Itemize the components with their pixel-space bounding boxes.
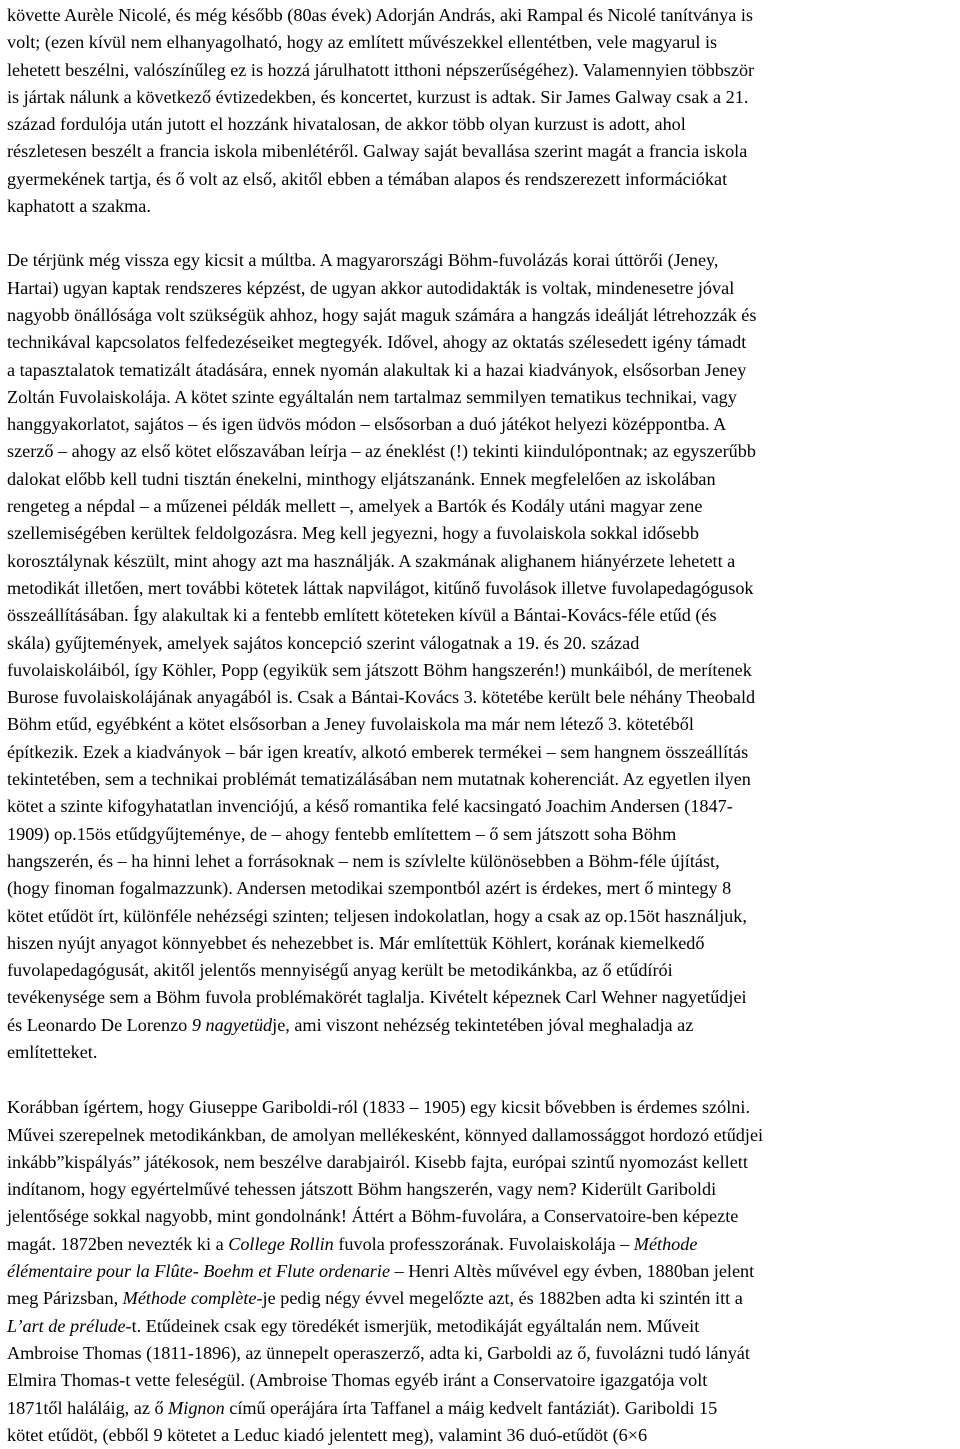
text-line: tevékenysége sem a Böhm fuvola problémakörét taglalja. Kivételt képeznek Carl Wehner nagyetűdjei bbox=[7, 987, 747, 1008]
italic-title: L’art de prélude bbox=[7, 1315, 126, 1336]
text-line: tekintetében, sem a technikai problémát tematizálásában nem mutatnak koherenciát. Az egyetlen ilyen bbox=[7, 769, 751, 790]
paragraph-1 bbox=[7, 2, 953, 220]
text-line: rengeteg a népdal – a műzenei példák mellett –, amelyek a Bartók és Kodály utáni magyar zene bbox=[7, 496, 703, 517]
text-run: je, ami viszont nehézség tekintetében jóval meghaladja az bbox=[272, 1014, 694, 1035]
text-run: magát. 1872ben nevezték ki a bbox=[7, 1233, 229, 1254]
text-line: összeállításában. Így alakultak ki a fentebb említett köteteken kívül a Bántai-Kovács-féle etűd (és bbox=[7, 605, 717, 626]
text-run: fuvola professzorának. Fuvolaiskolája – bbox=[333, 1233, 634, 1254]
text-line: említetteket. bbox=[7, 1041, 98, 1062]
italic-title: Méthode complète bbox=[122, 1288, 257, 1309]
italic-title: College Rollin bbox=[228, 1233, 334, 1254]
text-line bbox=[7, 1313, 953, 1340]
text-line: gyermekének tartja, és ő volt az első, akitől ebben a témában alapos és rendszerezett információkat bbox=[7, 168, 728, 189]
text-line: fuvolaiskoláiból, így Köhler, Popp (egyikük sem játszott Böhm hangszerén!) munkáiból, de merítenek bbox=[7, 659, 752, 680]
text-line: metodikát illetően, mert további kötetek láttak napvilágot, kitűnő fuvolások illetve fuvolapedagógusok bbox=[7, 577, 754, 598]
text-line: részletesen beszélt a francia iskola mibenlétéről. Galway saját bevallása szerint magát a francia iskola bbox=[7, 141, 748, 162]
text-line: hanggyakorlatot, sajátos – és igen üdvös módon – elsősorban a duó játékot helyezi középpontba. A bbox=[7, 414, 727, 435]
italic-title: Méthode bbox=[633, 1233, 698, 1254]
text-line: követte Aurèle Nicolé, és még később (80as évek) Adorján András, aki Rampal és Nicolé tanítványa is bbox=[7, 5, 753, 25]
italic-title: Mignon bbox=[168, 1397, 225, 1418]
text-line: is jártak nálunk a következő évtizedekben, és koncertet, kurzust is adtak. Sir James Galway csak a 21. bbox=[7, 86, 749, 107]
text-line: De térjünk még vissza egy kicsit a múltba. A magyarországi Böhm-fuvolázás korai úttörői (Jeney, bbox=[7, 250, 719, 271]
text-line bbox=[7, 1395, 953, 1422]
text-line: skála) gyűjtemények, amelyek sajátos koncepció szerint válogatnak a 19. és 20. század bbox=[7, 632, 640, 653]
text-line bbox=[7, 1285, 953, 1312]
text-line: Korábban ígértem, hogy Giuseppe Gariboldi-ról (1833 – 1905) egy kicsit bővebben is érdemes szólni. bbox=[7, 1097, 750, 1118]
text-line: korosztálynak készült, mint ahogy azt ma használják. A szakmának alighanem hiányérzete lehetett a bbox=[7, 550, 736, 571]
text-line bbox=[7, 1231, 953, 1258]
text-line: indítanom, hogy egyértelművé tehessen játszott Böhm hangszerén, vagy nem? Kiderült Gariboldi bbox=[7, 1179, 717, 1200]
text-line: technikával kapcsolatos felfedezéseiket megtegyék. Idővel, ahogy az oktatás szélesedett igény támadt bbox=[7, 332, 747, 353]
text-line: Böhm etűd, egyébként a kötet elsősorban a Jeney fuvolaiskola ma már nem létező 3. kötetéből bbox=[7, 714, 694, 735]
text-line: jelentősége sokkal nagyobb, mint gondolnánk! Áttért a Böhm-fuvolára, a Conservatoire-ben képezte bbox=[7, 1206, 739, 1227]
text-run: -t. Etűdeinek csak egy töredékét ismerjük, metodikáját egyáltalán nem. Műveit bbox=[125, 1315, 700, 1336]
text-run: – Henri Altès művével egy évben, 1880ban jelent bbox=[390, 1261, 755, 1282]
text-line: fuvolapedagógusát, akitől jelentős mennyiségű anyag került be metodikánkba, az ő etűdírói bbox=[7, 960, 673, 981]
text-line: a tapasztalatok tematizált átadására, ennek nyomán alakultak ki a hazai kiadványok, elsősorban Jeney bbox=[7, 359, 747, 380]
text-line: kaphatott a szakma. bbox=[7, 196, 151, 217]
text-line: Művei szerepelnek metodikánkban, de amolyan mellékesként, könnyed dallamossággot hordozó etűdjei bbox=[7, 1124, 764, 1145]
text-line: Elmira Thomas-t vette feleségül. (Ambroise Thomas egyéb iránt a Conservatoire igazgatója volt bbox=[7, 1370, 708, 1391]
text-run: című operájára írta Taffanel a máig kedvelt fantáziát). Gariboldi 15 bbox=[224, 1397, 718, 1418]
text-line: Zoltán Fuvolaiskolája. A kötet szinte egyáltalán nem tartalmaz semmilyen tematikus technikai, vagy bbox=[7, 386, 737, 407]
text-line: 1909) op.15ös etűdgyűjteménye, de – ahogy fentebb említettem – ő sem játszott soha Böhm bbox=[7, 823, 677, 844]
text-line: Burose fuvolaiskolájának anyagából is. Csak a Bántai-Kovács 3. kötetébe került bele néhány Theobald bbox=[7, 687, 756, 708]
text-line: volt; (ezen kívül nem elhanyagolható, hogy az említett művészekkel ellentétben, vele magyarul is bbox=[7, 32, 718, 53]
text-line: kötet a szinte kifogyhatatlan invenciójú, a késő romantika felé kacsingató Joachim Andersen (1847- bbox=[7, 796, 733, 817]
text-line: szerző – ahogy az első kötet előszavában leírja – az éneklést (!) tekinti kiindulópontnak; az egyszerűbb bbox=[7, 441, 756, 462]
text-line: Hartai) ugyan kaptak rendszeres képzést, de ugyan akkor autodidakták is voltak, mindenesetre jóval bbox=[7, 277, 735, 298]
text-run: 1871től haláláig, az ő bbox=[7, 1397, 169, 1418]
text-line: hangszerén, és – ha hinni lehet a forrásoknak – nem is szívlelte különösebben a Böhm-féle újítást, bbox=[7, 850, 720, 871]
text-line: század fordulója után jutott el hozzánk hivatalosan, de akkor több olyan kurzust is adott, ahol bbox=[7, 114, 686, 135]
text-line: kötet etűdöt írt, különféle nehézségi szinten; teljesen indokolatlan, hogy a csak az op.15öt használjuk, bbox=[7, 905, 747, 926]
paragraph-2 bbox=[7, 247, 953, 1066]
text-line: szellemiségében kerültek feldolgozásra. Meg kell jegyezni, hogy a fuvolaiskola sokkal idősebb bbox=[7, 523, 699, 544]
text-run: és Leonardo De Lorenzo bbox=[7, 1014, 192, 1035]
text-line: (hogy finoman fogalmazzunk). Andersen metodikai szempontból azért is érdekes, mert ő mintegy 8 bbox=[7, 878, 732, 899]
text-run: -je pedig négy évvel megelőzte azt, és 1882ben adta ki szintén itt a bbox=[256, 1288, 743, 1309]
text-line: nagyobb önállósága volt szükségük ahhoz, hogy saját maguk számára a hangzás ideálját létrehozzák és bbox=[7, 304, 757, 325]
text-line: építkezik. Ezek a kiadványok – bár igen kreatív, alkotó emberek termékei – sem hangnem összeállítás bbox=[7, 741, 749, 762]
text-line: dalokat előbb kell tudni tisztán énekelni, minthogy eljátszanánk. Ennek megfelelően az iskolában bbox=[7, 468, 716, 489]
text-line: lehetett beszélni, valószínűleg ez is hozzá járulhatott itthoni népszerűségéhez). Valamennyien többször bbox=[7, 59, 755, 80]
text-line: Ambroise Thomas (1811-1896), az ünnepelt operaszerző, adta ki, Garboldi az ő, fuvolázni tudó lányát bbox=[7, 1342, 750, 1363]
text-line bbox=[7, 1258, 953, 1285]
italic-title: 9 nagyetüd bbox=[191, 1014, 273, 1035]
text-line: hiszen nyújt anyagot könnyebbet és nehezebbet is. Már említettük Köhlert, korának kiemelkedő bbox=[7, 932, 705, 953]
italic-title: élémentaire pour la Flûte- Boehm et Flute ordenarie bbox=[7, 1261, 391, 1282]
text-line bbox=[7, 1012, 953, 1039]
paragraph-3 bbox=[7, 1094, 953, 1449]
text-line: kötet etűdöt, (ebből 9 kötetet a Leduc kiadó jelentett meg), valamint 36 duó-etűdöt (6×6 bbox=[7, 1424, 648, 1445]
text-line: inkább”kispályás” játékosok, nem beszélve darabjairól. Kisebb fajta, európai szintű nyomozást kellett bbox=[7, 1151, 748, 1172]
text-run: meg Párizsban, bbox=[7, 1288, 123, 1309]
